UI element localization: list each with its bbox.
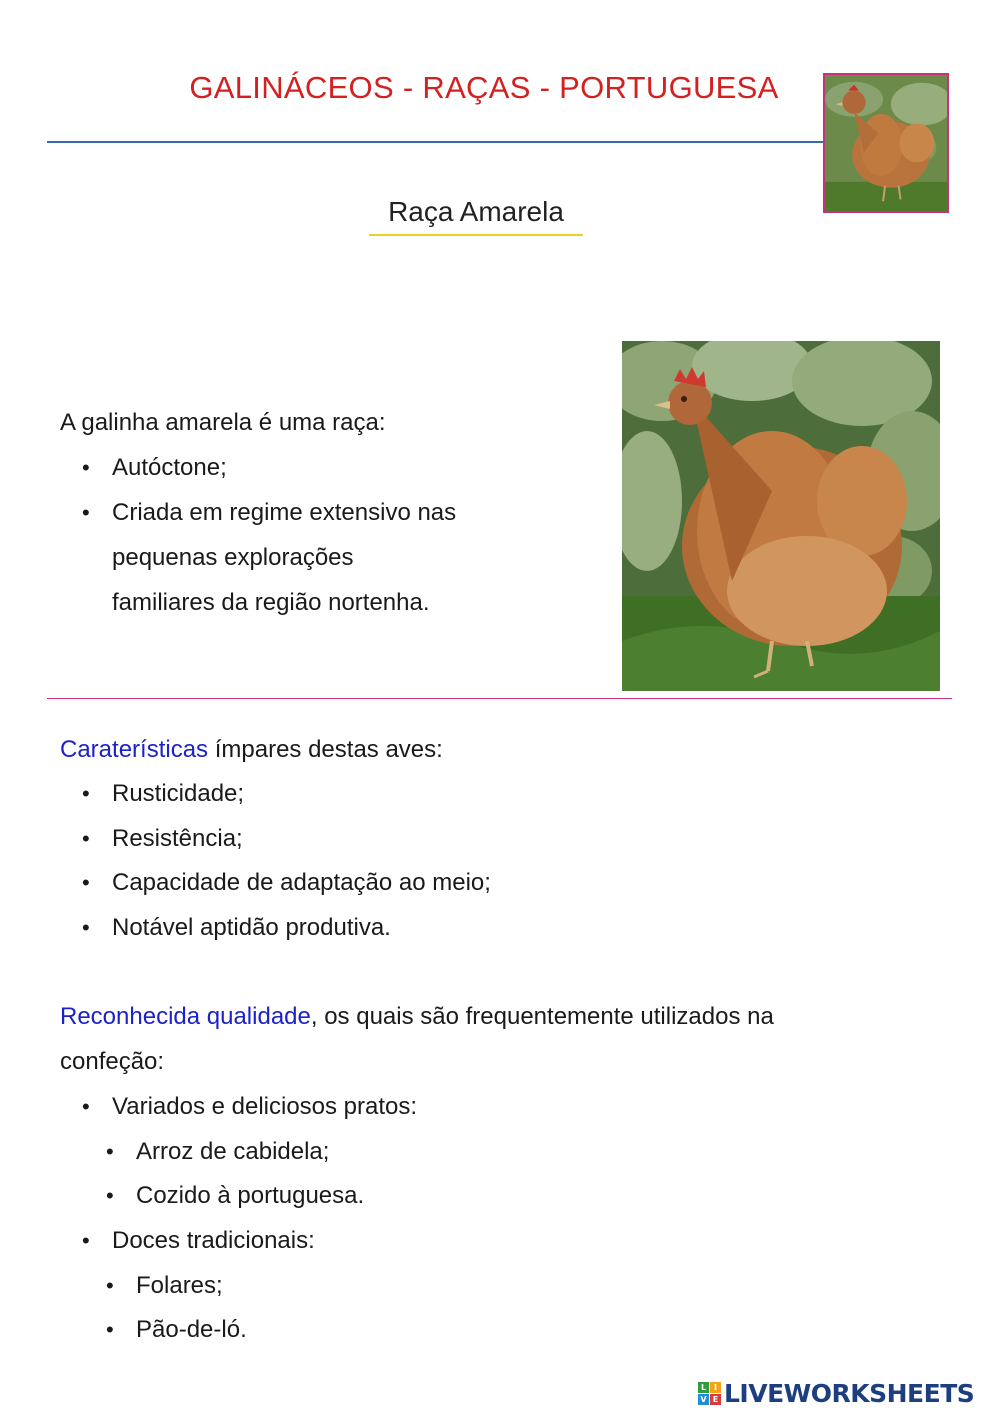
quality-highlight: Reconhecida qualidade xyxy=(60,1003,311,1030)
sub-list-item: Cozido à portuguesa. xyxy=(136,1182,365,1209)
bullet-icon: • xyxy=(106,1317,114,1342)
list-item: Autóctone; xyxy=(112,454,227,481)
list-item: Capacidade de adaptação ao meio; xyxy=(112,869,491,896)
sub-list-item: Folares; xyxy=(136,1272,223,1299)
hen-thumbnail-image xyxy=(823,73,949,213)
characteristics-lead xyxy=(60,735,443,765)
list-item-continuation: pequenas explorações xyxy=(112,544,354,571)
bullet-icon: • xyxy=(82,1228,90,1253)
header-divider xyxy=(47,141,827,143)
list-item: Doces tradicionais: xyxy=(112,1227,315,1254)
list-item: Criada em regime extensivo nas xyxy=(112,499,457,526)
sub-list-item: Arroz de cabidela; xyxy=(136,1138,330,1165)
quality-lead-text: , os quais são frequentemente utilizados na xyxy=(310,1003,774,1030)
quality-lead xyxy=(60,1002,774,1032)
bullet-icon: • xyxy=(106,1273,114,1298)
page-title: GALINÁCEOS - RAÇAS - PORTUGUESA xyxy=(189,70,779,105)
list-item-continuation: familiares da região nortenha. xyxy=(112,589,430,616)
list-item: Rusticidade; xyxy=(112,780,245,807)
quality-lead-continuation: confeção: xyxy=(60,1048,165,1075)
characteristics-lead-text: ímpares destas aves: xyxy=(208,736,443,763)
list-item: Resistência; xyxy=(112,825,243,852)
bullet-icon: • xyxy=(82,455,90,480)
bullet-icon: • xyxy=(82,915,90,940)
bullet-icon: • xyxy=(82,826,90,851)
list-item: Notável aptidão produtiva. xyxy=(112,914,391,941)
bullet-icon: • xyxy=(106,1139,114,1164)
bullet-icon: • xyxy=(106,1183,114,1208)
list-item: Variados e deliciosos pratos: xyxy=(112,1093,418,1120)
characteristics-highlight: Caraterísticas xyxy=(60,736,209,763)
liveworksheets-logo[interactable] xyxy=(698,1378,974,1408)
bullet-icon: • xyxy=(82,781,90,806)
sub-list-item: Pão-de-ló. xyxy=(136,1316,247,1343)
logo-mark-icon: L I V E xyxy=(698,1382,721,1405)
logo-text: LIVEWORKSHEETS xyxy=(724,1378,975,1408)
hen-photo-image xyxy=(622,341,940,691)
intro-lead: A galinha amarela é uma raça: xyxy=(60,409,386,436)
page-subtitle: Raça Amarela xyxy=(369,196,583,236)
bullet-icon: • xyxy=(82,1094,90,1119)
bullet-icon: • xyxy=(82,500,90,525)
bullet-icon: • xyxy=(82,870,90,895)
section-divider xyxy=(47,698,952,699)
